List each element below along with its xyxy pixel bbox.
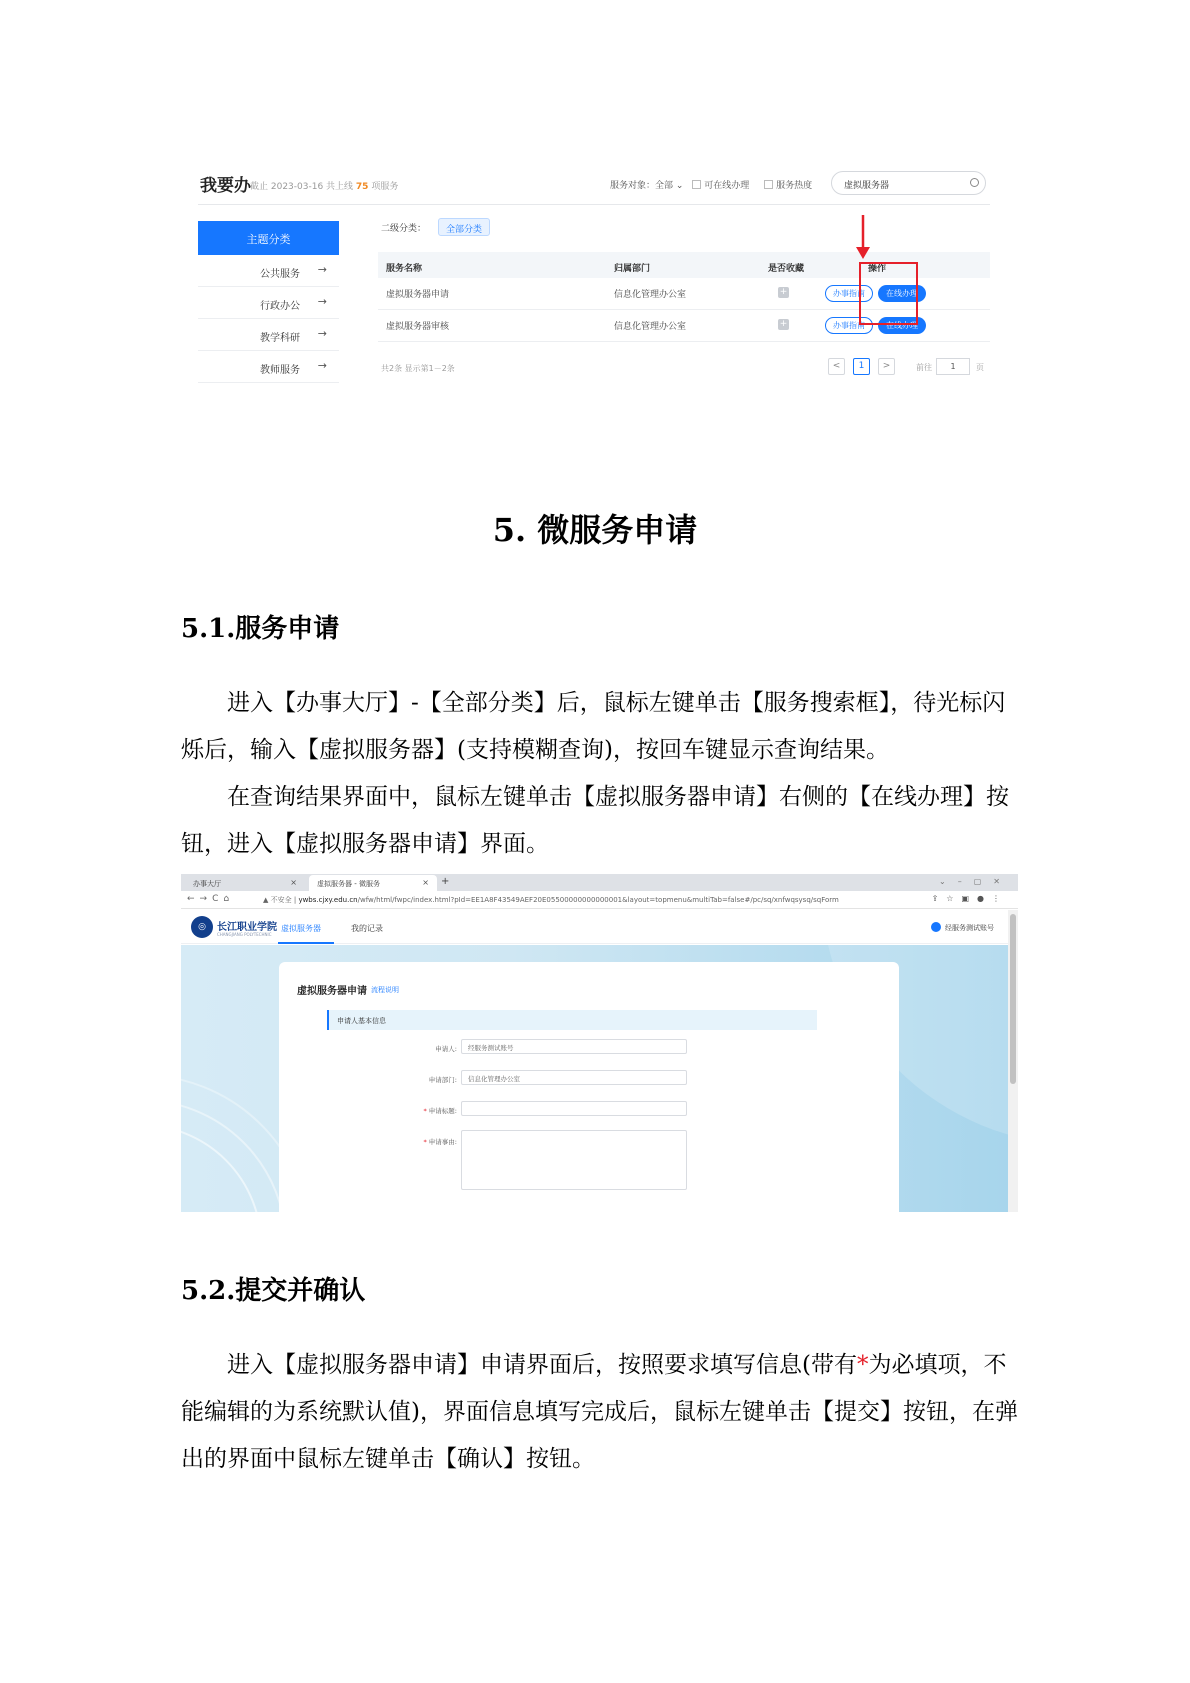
field-label-applicant: 申请人: [435, 1045, 457, 1053]
deadline-suffix: 项服务 [371, 182, 399, 192]
field-label-text: 申请标题: [428, 1107, 457, 1115]
school-logo-icon: ◎ [191, 916, 213, 938]
paragraph-3 [181, 1342, 1019, 1483]
page-next-button[interactable]: > [878, 358, 895, 375]
sidebar-item-label: 公共服务 [260, 269, 300, 280]
service-dept: 信息化管理办公室 [614, 290, 687, 300]
security-warning: ▲ 不安全 | [263, 896, 297, 904]
pagination-summary: 共2条 显示第1－2条 [381, 364, 455, 373]
sidebar-item-public[interactable] [198, 255, 339, 287]
section-header: 申请人基本信息 [327, 1010, 817, 1030]
school-name: 长江职业学院 [217, 922, 277, 933]
arrow-right-icon: → [317, 295, 327, 308]
paragraph-2: 在查询结果界面中，鼠标左键单击【虚拟服务器申请】右侧的【在线办理】按钮，进入【虚拟服务器申请】界面。 [181, 784, 1009, 857]
browser-nav-icons[interactable]: ←→C⌂ [187, 894, 235, 904]
online-handle-button[interactable]: 在线办理 [878, 285, 926, 302]
annotation-highlight-box [859, 262, 918, 325]
department-field[interactable]: 信息化管理办公室 [461, 1070, 687, 1085]
close-icon[interactable]: × [422, 878, 429, 887]
guide-button[interactable]: 办事指南 [825, 285, 873, 302]
tab-label: 办事大厅 [193, 880, 221, 888]
service-hall-header [198, 165, 990, 205]
sidebar-item-teaching[interactable] [198, 319, 339, 351]
required-star: * [856, 1352, 869, 1378]
column-dept: 归属部门 [614, 264, 651, 274]
column-fav: 是否收藏 [768, 264, 805, 274]
arrow-right-icon: → [317, 327, 327, 340]
hot-checkbox[interactable] [764, 180, 773, 189]
field-label-text: 申请事由: [428, 1138, 457, 1146]
section-title: 5. 微服务申请 [492, 511, 698, 549]
new-tab-icon[interactable]: + [441, 876, 450, 887]
category-sidebar [198, 221, 339, 383]
scrollbar[interactable] [1008, 910, 1018, 1212]
school-name-en: CHANGJIANG POLYTECHNIC [217, 932, 272, 937]
favorite-icon[interactable]: + [779, 319, 788, 329]
page-unit-label: 页 [976, 363, 984, 372]
page-prev-button[interactable]: < [828, 358, 845, 375]
arrow-right-icon: → [317, 359, 327, 372]
tab-label: 虚拟服务器 - 微服务 [317, 880, 380, 888]
online-filter[interactable] [692, 181, 755, 191]
field-label-dept: 申请部门: [428, 1076, 457, 1084]
service-search-input[interactable] [831, 171, 986, 195]
search-icon[interactable] [970, 178, 979, 187]
browser-tab-bar [181, 874, 1018, 891]
window-controls[interactable]: ⌄–▢✕ [939, 877, 1012, 886]
favorite-icon[interactable]: + [779, 287, 788, 297]
hot-filter-label: 服务热度 [776, 181, 813, 191]
arrow-right-icon: → [317, 263, 327, 276]
column-ops: 操作 [868, 264, 887, 274]
app-header [181, 910, 1008, 944]
close-icon[interactable]: × [290, 878, 297, 887]
online-checkbox[interactable] [692, 180, 701, 189]
process-description-link[interactable]: 流程说明 [371, 986, 399, 994]
scrollbar-thumb[interactable] [1010, 914, 1016, 1084]
browser-toolbar-icons[interactable]: ⇪☆▣●⋮ [931, 894, 1008, 903]
hot-filter[interactable] [764, 181, 818, 191]
sidebar-item-label: 行政办公 [260, 301, 300, 312]
paragraph-3-text: 进入【虚拟服务器申请】申请界面后，按照要求填写信息(带有 [227, 1352, 857, 1378]
search-value: 虚拟服务器 [844, 181, 890, 191]
sub-category-label: 二级分类： [381, 224, 427, 234]
url-host: ywbs.cjxy.edu.cn [298, 896, 358, 904]
subsection-title-1: 5.1.服务申请 [181, 614, 340, 644]
service-hall-screenshot [198, 165, 990, 385]
tab-my-records[interactable]: 我的记录 [351, 924, 383, 933]
sub-category-chip[interactable]: 全部分类 [438, 218, 490, 236]
sidebar-item-theme[interactable]: 主题分类 [198, 221, 339, 255]
url-path: /wfw/html/fwpc/index.html?pId=EE1A8F43549AEF20E05500000000000001&layout=topmenu&multiTab=false#/pc/sq/xnfwqsysq/sqForm [357, 896, 839, 904]
sidebar-item-label: 教师服务 [260, 365, 300, 376]
subsection-title-2: 5.2.提交并确认 [181, 1276, 366, 1306]
reason-textarea[interactable] [461, 1130, 687, 1190]
user-name: 经服务测试账号 [945, 924, 994, 932]
form-title: 虚拟服务器申请 [297, 986, 367, 997]
user-menu[interactable] [931, 922, 994, 933]
guide-button[interactable]: 办事指南 [825, 317, 873, 334]
title-field[interactable] [461, 1101, 687, 1116]
service-name: 虚拟服务器审核 [386, 322, 450, 332]
online-filter-label: 可在线办理 [704, 181, 750, 191]
sidebar-item-teacher[interactable] [198, 351, 339, 383]
service-name: 虚拟服务器申请 [386, 290, 450, 300]
application-form-card [279, 962, 899, 1212]
column-name: 服务名称 [386, 264, 423, 274]
field-label-reason [307, 1137, 457, 1146]
sidebar-item-admin[interactable] [198, 287, 339, 319]
required-marker: * [423, 1107, 429, 1115]
browser-screenshot [181, 874, 1018, 1212]
browser-tab-active[interactable] [309, 875, 437, 891]
applicant-field[interactable]: 经服务测试账号 [461, 1039, 687, 1054]
browser-tab[interactable] [185, 875, 305, 891]
service-count: 75 [355, 182, 369, 192]
deadline-prefix: 截止 2023-03-16 共上线 [250, 182, 354, 192]
target-filter-select[interactable]: 服务对象：全部 ⌄ [610, 181, 684, 191]
address-bar [181, 891, 1018, 909]
url-field[interactable] [263, 895, 839, 905]
tab-virtual-server[interactable]: 虚拟服务器 [281, 924, 321, 933]
service-dept: 信息化管理办公室 [614, 322, 687, 332]
goto-label: 前往 [916, 363, 932, 372]
paragraph-3-text-rest: 为必填项，不能编辑的为系统默认值)，界面信息填写完成后，鼠标左键单击【提交】按钮，在弹出的界面中鼠标左键单击【确认】按钮。 [181, 1352, 1018, 1472]
filter-bar [610, 178, 824, 191]
active-tab-indicator [278, 942, 334, 944]
paragraph-1: 进入【办事大厅】-【全部分类】后，鼠标左键单击【服务搜索框】，待光标闪烁后，输入【虚拟服务器】(支持模糊查询)，按回车键显示查询结果。 [181, 690, 1006, 763]
field-label-title [307, 1106, 457, 1115]
page-title: 我要办 [200, 176, 251, 196]
avatar [931, 922, 941, 932]
annotation-arrow [848, 215, 878, 260]
sidebar-item-label: 教学科研 [260, 333, 300, 344]
required-marker: * [423, 1138, 429, 1146]
page-number-button[interactable]: 1 [853, 358, 870, 375]
online-handle-button[interactable]: 在线办理 [878, 317, 926, 334]
goto-page-input[interactable]: 1 [936, 358, 970, 375]
service-count-text [250, 179, 398, 192]
